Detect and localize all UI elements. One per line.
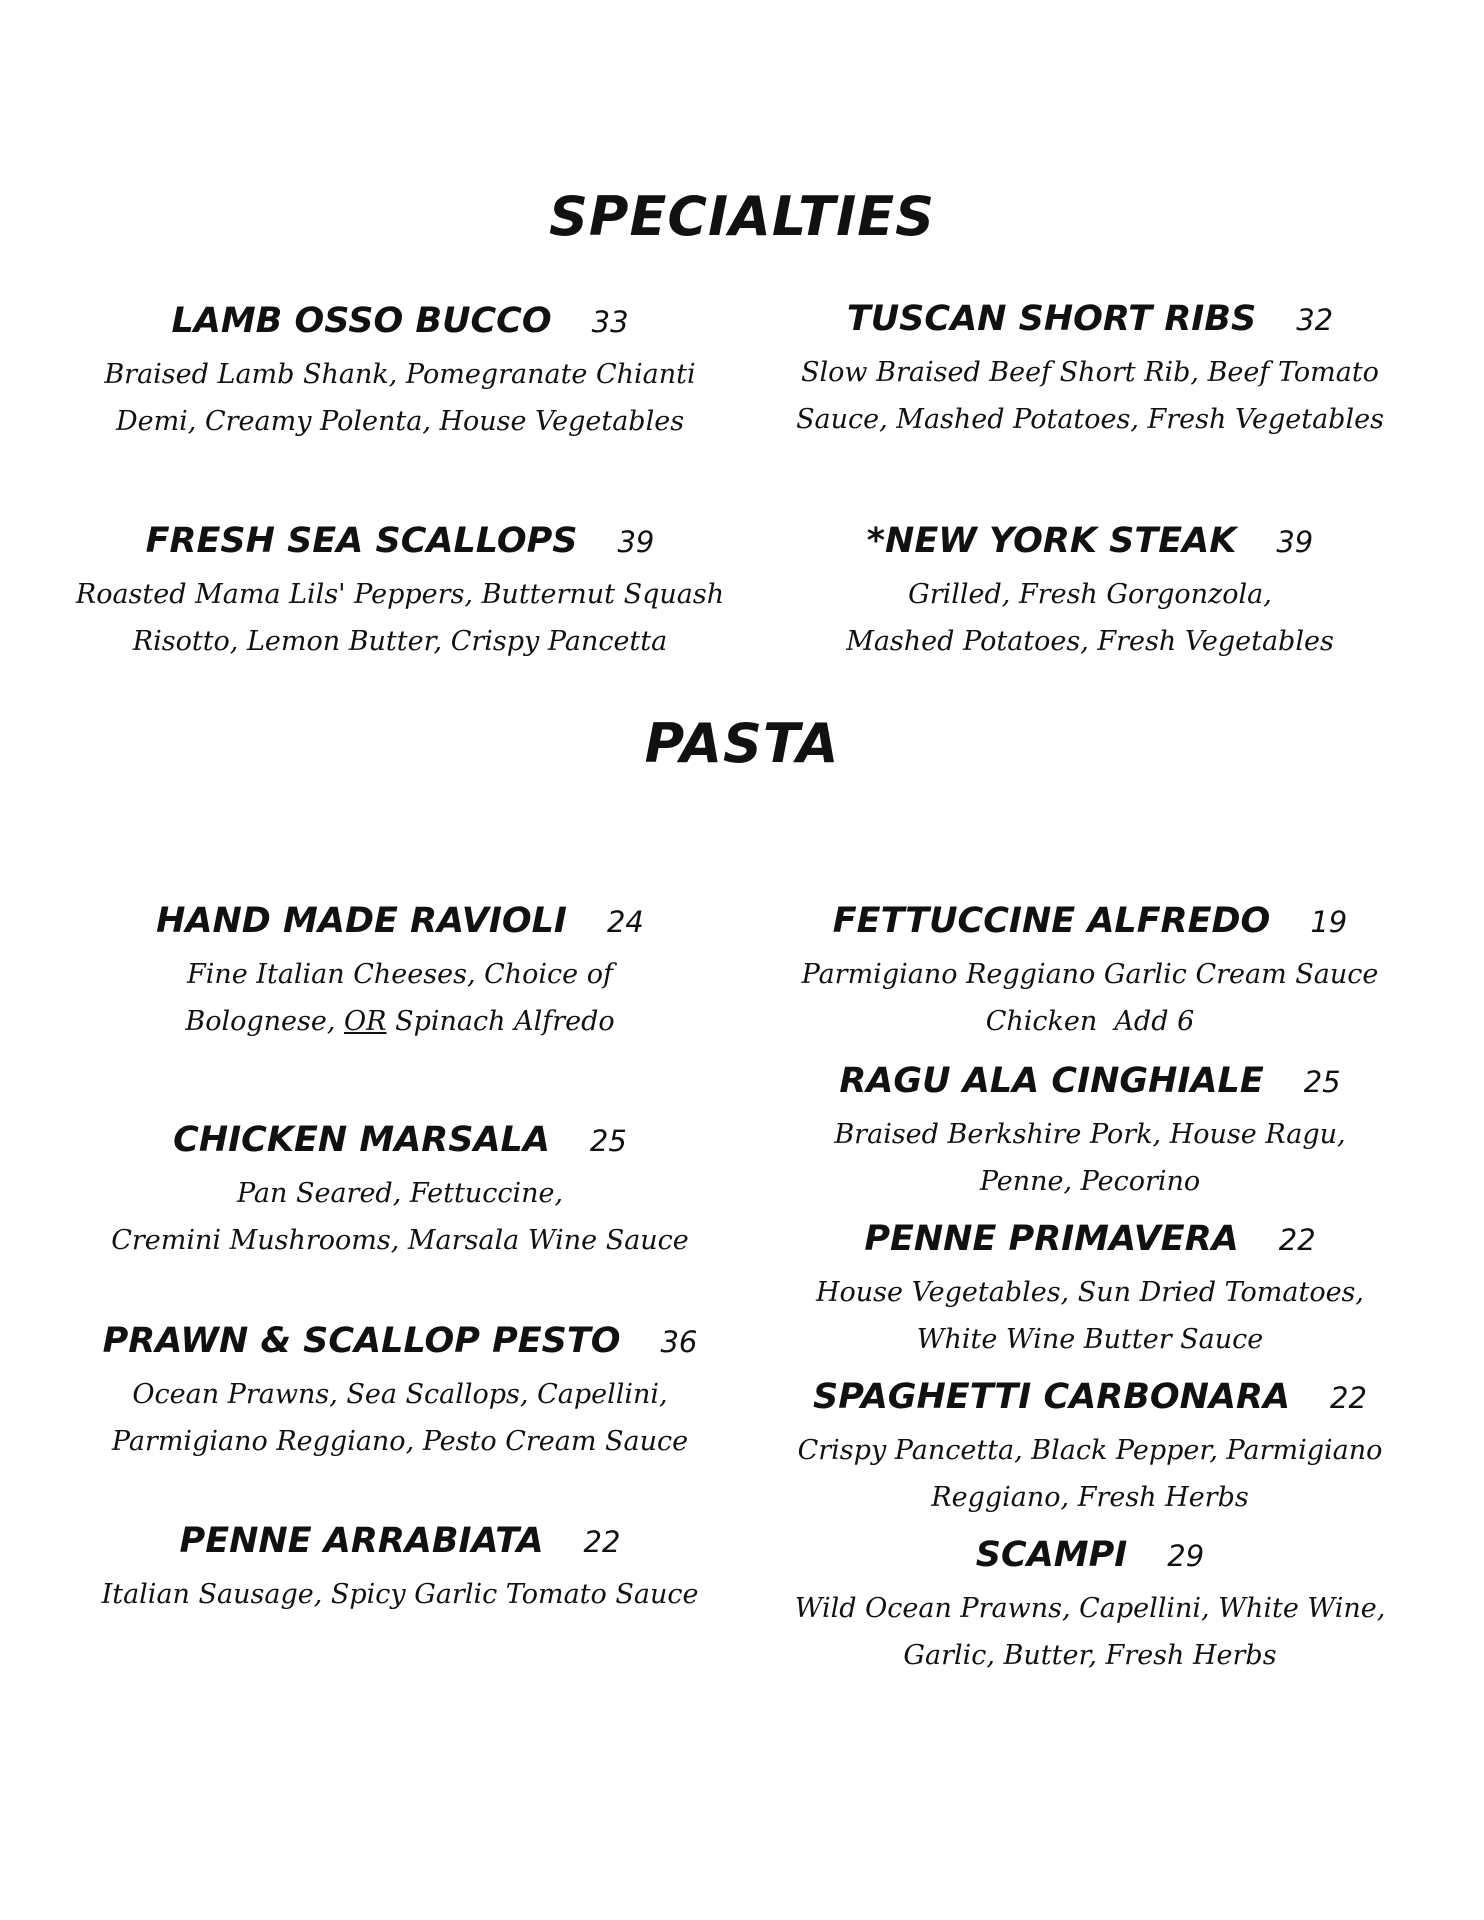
item-description: Parmigiano Reggiano Garlic Cream Sauce (801, 959, 1379, 990)
menu-item-new-york-steak (760, 518, 1420, 665)
menu-item-scampi (760, 1532, 1420, 1679)
item-price: 22 (1330, 1381, 1367, 1415)
item-description: Risotto, Lemon Butter, Crispy Pancetta (132, 626, 668, 657)
item-description: Crispy Pancetta, Black Pepper, Parmigiano (797, 1435, 1383, 1466)
item-price: 29 (1167, 1539, 1205, 1573)
item-description: Ocean Prawns, Sea Scallops, Capellini, (132, 1379, 668, 1410)
item-description: Wild Ocean Prawns, Capellini, White Wine, (794, 1593, 1386, 1624)
item-price: 22 (583, 1525, 621, 1559)
item-name: LAMB OSSO BUCCO (171, 301, 552, 341)
item-description-part: Spinach Alfredo (395, 1006, 615, 1037)
menu-item-fettuccine-alfredo (760, 898, 1420, 1045)
menu-item-fresh-sea-scallops (60, 518, 740, 665)
item-price: 39 (1276, 525, 1314, 559)
item-name: PENNE PRIMAVERA (864, 1219, 1239, 1259)
item-description: Cremini Mushrooms, Marsala Wine Sauce (111, 1225, 689, 1256)
item-name: FRESH SEA SCALLOPS (145, 521, 578, 561)
item-description: House Vegetables, Sun Dried Tomatoes, (815, 1277, 1364, 1308)
menu-item-penne-primavera (760, 1216, 1420, 1363)
item-name: *NEW YORK STEAK (866, 521, 1237, 561)
item-price: 22 (1278, 1223, 1316, 1257)
item-name: TUSCAN SHORT RIBS (846, 299, 1257, 339)
item-price: 19 (1310, 905, 1348, 939)
item-name: FETTUCCINE ALFREDO (832, 901, 1271, 941)
item-name: RAGU ALA CINGHIALE (839, 1061, 1264, 1101)
item-name: HAND MADE RAVIOLI (156, 901, 567, 941)
item-description: Italian Sausage, Spicy Garlic Tomato Sauce (101, 1579, 699, 1610)
item-description: Braised Berkshire Pork, House Ragu, (834, 1119, 1346, 1150)
item-description: Parmigiano Reggiano, Pesto Cream Sauce (111, 1426, 689, 1457)
item-name: SPAGHETTI CARBONARA (813, 1377, 1291, 1417)
item-description: White Wine Butter Sauce (916, 1324, 1264, 1355)
item-description: Roasted Mama Lils' Peppers, Butternut Squash (75, 579, 725, 610)
item-description: Reggiano, Fresh Herbs (931, 1482, 1249, 1513)
menu-item-ragu-ala-cinghiale (760, 1058, 1420, 1205)
menu-item-hand-made-ravioli (60, 898, 740, 1045)
specialties-title: SPECIALTIES (548, 185, 936, 248)
menu-item-spaghetti-carbonara (760, 1374, 1420, 1521)
item-description: Garlic, Butter, Fresh Herbs (903, 1640, 1277, 1671)
menu-item-prawn-scallop-pesto (60, 1318, 740, 1465)
pasta-title: PASTA (644, 712, 840, 775)
item-name: PENNE ARRABIATA (179, 1521, 544, 1561)
item-name: SCAMPI (975, 1535, 1128, 1575)
item-name: PRAWN & SCALLOP PESTO (102, 1321, 621, 1361)
item-description: Pan Seared, Fettuccine, (236, 1178, 564, 1209)
item-description: Braised Lamb Shank, Pomegranate Chianti (104, 359, 696, 390)
item-description: Sauce, Mashed Potatoes, Fresh Vegetables (796, 404, 1384, 435)
item-price: 25 (1303, 1065, 1341, 1099)
item-price: 39 (617, 525, 655, 559)
item-description: Chicken Add 6 (985, 1006, 1195, 1037)
item-price: 24 (606, 905, 644, 939)
item-price: 25 (589, 1124, 627, 1158)
item-price: 32 (1296, 303, 1334, 337)
item-price: 36 (660, 1325, 698, 1359)
item-name: CHICKEN MARSALA (173, 1120, 550, 1160)
item-description-emphasis: OR (344, 1006, 387, 1037)
item-description-part: Bolognese, (185, 1006, 336, 1037)
item-description (60, 998, 740, 1045)
menu-item-lamb-osso-bucco (60, 298, 740, 445)
item-description: Slow Braised Beef Short Rib, Beef Tomato (801, 357, 1379, 388)
item-description: Fine Italian Cheeses, Choice of (186, 959, 613, 990)
item-description: Mashed Potatoes, Fresh Vegetables (846, 626, 1334, 657)
item-description: Penne, Pecorino (979, 1166, 1201, 1197)
item-price: 33 (591, 305, 629, 339)
menu-item-tuscan-short-ribs (760, 296, 1420, 443)
menu-item-chicken-marsala (60, 1117, 740, 1264)
item-description: Demi, Creamy Polenta, House Vegetables (115, 406, 685, 437)
item-description: Grilled, Fresh Gorgonzola, (908, 579, 1272, 610)
menu-item-penne-arrabiata (60, 1518, 740, 1618)
